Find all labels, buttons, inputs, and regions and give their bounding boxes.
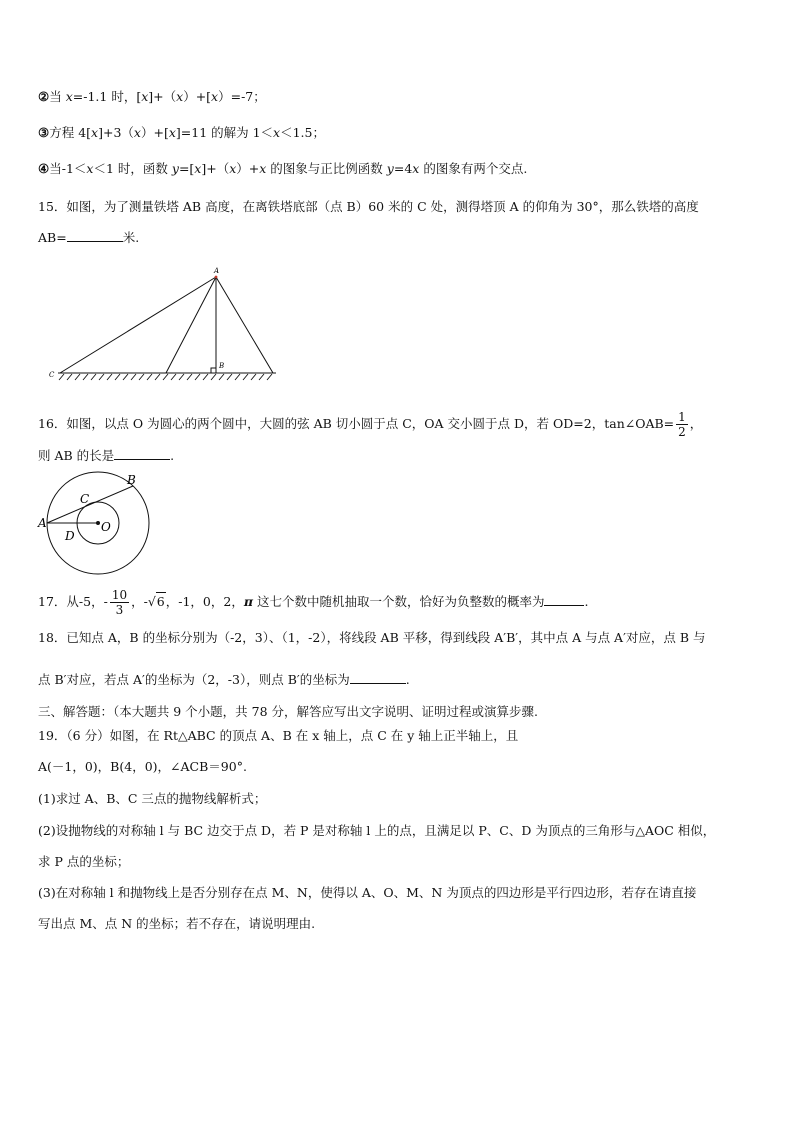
question-15-line-1: 15．如图，为了测量铁塔 AB 高度，在离铁塔底部（点 B）60 米的 C 处，测得塔顶 A 的仰角为 30°，那么铁塔的高度 — [38, 199, 699, 214]
label-d: D — [65, 529, 75, 543]
center-o-dot — [96, 521, 100, 525]
numerator: 1 — [678, 410, 686, 424]
question-16-line-2 — [38, 447, 174, 465]
label-a: A — [214, 267, 220, 275]
statement-marker: ④ — [38, 161, 50, 176]
fraction-ten-thirds — [110, 588, 129, 617]
denominator: 3 — [115, 603, 124, 617]
var: y — [171, 161, 179, 176]
segment-ca — [60, 277, 216, 373]
question-19-line-1: 19．（6 分）如图，在 Rt△ABC 的顶点 A、B 在 x 轴上，点 C 在 y 轴上正半轴上，且 — [38, 728, 519, 743]
var: x — [273, 125, 281, 140]
text: =-1.1 时，[ — [72, 89, 142, 104]
text: . — [405, 672, 410, 687]
answer-blank — [544, 593, 584, 606]
answer-blank — [350, 671, 406, 684]
text: 的图象与正比例函数 — [266, 161, 387, 176]
label-o: O — [101, 520, 111, 534]
label-b: B — [219, 362, 225, 370]
answer-blank — [114, 447, 170, 460]
var: x — [168, 125, 176, 140]
var: x — [229, 161, 237, 176]
chord-ab — [47, 486, 133, 523]
question-15-line-2 — [38, 229, 139, 247]
text: ]+（ — [148, 89, 177, 104]
label-b: B — [127, 473, 136, 487]
question-19-line-2: A(－1，0)，B(4，0)，∠ACB＝90°. — [38, 759, 247, 774]
text: ， — [689, 416, 703, 431]
question-17 — [38, 588, 588, 617]
segment-a-left — [166, 277, 216, 373]
text: 则 AB 的长是 — [38, 448, 115, 463]
denominator: 2 — [678, 425, 686, 439]
question-19-part-3-line-2: 写出点 M、点 N 的坐标；若不存在，请说明理由. — [38, 916, 316, 931]
section-3-heading: 三、解答题：（本大题共 9 个小题，共 78 分，解答应写出文字说明、证明过程或演算步骤. — [38, 704, 538, 719]
var: x — [86, 161, 94, 176]
label-a: A — [38, 516, 47, 530]
statement-4 — [38, 160, 527, 178]
var: x — [65, 89, 73, 104]
question-19-part-2-line-2: 求 P 点的坐标； — [38, 854, 130, 869]
answer-blank — [67, 229, 123, 242]
var: x — [141, 89, 149, 104]
question-19-part-3-line-1: (3)在对称轴 l 和抛物线上是否分别存在点 M、N，使得以 A、O、M、N 为顶点的四边形是平行四边形，若存在请直接 — [38, 885, 697, 900]
text: =[ — [178, 161, 195, 176]
var: x — [176, 89, 184, 104]
text: ）+[ — [140, 125, 169, 140]
text: . — [170, 448, 175, 463]
text: AB= — [38, 230, 67, 245]
statement-marker: ③ — [38, 125, 50, 140]
question-18-line-2 — [38, 671, 410, 689]
question-18-line-1: 18．已知点 A，B 的坐标分别为（-2，3）、（1，-2），将线段 AB 平移，得到线段 A′B′，其中点 A 与点 A′对应，点 B 与 — [38, 630, 706, 645]
pi-symbol: π — [243, 594, 253, 609]
segment-a-right — [216, 277, 273, 373]
label-c: C — [80, 492, 90, 506]
text: ）+ — [236, 161, 260, 176]
var: x — [133, 125, 141, 140]
ground-hatching — [59, 374, 272, 380]
text: 的图象有两个交点. — [419, 161, 528, 176]
statement-2 — [38, 88, 266, 106]
text: 17．从-5，- — [38, 594, 108, 609]
statement-marker: ② — [38, 89, 50, 104]
tower-figure — [44, 262, 284, 384]
text: ＜1 时，函数 — [93, 161, 172, 176]
point-a-dot — [215, 276, 218, 279]
text: ]+3（ — [98, 125, 134, 140]
text: ＜1.5； — [280, 125, 325, 140]
sqrt-sign: √ — [147, 594, 156, 609]
numerator: 10 — [111, 588, 128, 602]
text: 当-1＜ — [49, 161, 87, 176]
sqrt-radicand: 6 — [156, 594, 165, 609]
text: 米. — [122, 230, 140, 245]
var: x — [194, 161, 202, 176]
right-angle-mark — [211, 368, 216, 373]
text: ]=11 的解为 1＜ — [175, 125, 274, 140]
var: x — [91, 125, 99, 140]
var: y — [386, 161, 394, 176]
text: 16．如图，以点 O 为圆心的两个圆中，大圆的弦 AB 切小圆于点 C，OA 交小圆于点 D，若 OD=2，tan∠OAB= — [38, 416, 675, 431]
var: x — [211, 89, 219, 104]
question-19-part-2-line-1: (2)设抛物线的对称轴 l 与 BC 边交于点 D，若 P 是对称轴 l 上的点，且满足以 P、C、D 为顶点的三角形与△AOC 相似， — [38, 823, 716, 838]
text: ，-1，0，2， — [165, 594, 244, 609]
text: ）=-7； — [218, 89, 266, 104]
text: =4 — [393, 161, 413, 176]
circles-figure — [36, 470, 156, 580]
label-c: C — [49, 371, 55, 379]
question-19-part-1: (1)求过 A、B、C 三点的抛物线解析式； — [38, 791, 267, 806]
text: ）+[ — [183, 89, 212, 104]
text: . — [584, 594, 589, 609]
var: x — [412, 161, 420, 176]
text: 这七个数中随机抽取一个数，恰好为负整数的概率为 — [253, 594, 545, 609]
fraction-one-half — [676, 410, 688, 439]
text: 点 B′对应，若点 A′的坐标为（2，-3），则点 B′的坐标为 — [38, 672, 350, 687]
text: ]+（ — [201, 161, 230, 176]
text: 当 — [49, 89, 66, 104]
statement-3 — [38, 124, 325, 142]
question-16-line-1 — [38, 410, 702, 439]
var: x — [259, 161, 267, 176]
text: ，- — [131, 594, 148, 609]
text: 方程 4[ — [49, 125, 92, 140]
